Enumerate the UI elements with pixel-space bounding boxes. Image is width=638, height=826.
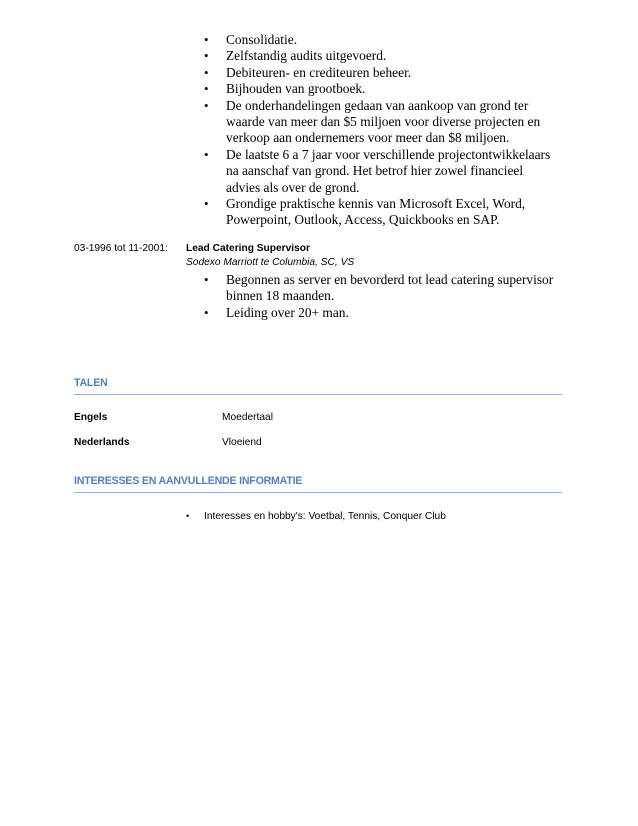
list-item: • Debiteuren- en crediteuren beheer. bbox=[204, 64, 412, 80]
list-item: • Leiding over 20+ man. bbox=[204, 304, 349, 320]
bullet-icon: • bbox=[204, 304, 209, 320]
section-divider bbox=[74, 394, 562, 395]
language-level: Moedertaal bbox=[222, 412, 273, 423]
job-bullet-list bbox=[186, 272, 556, 321]
bullet-icon: • bbox=[204, 146, 209, 162]
list-item: • Begonnen as server en bevorderd tot lead catering supervisor binnen 18 maanden. bbox=[204, 272, 554, 304]
language-name: Engels bbox=[74, 412, 108, 423]
list-item: • Zelfstandig audits uitgevoerd. bbox=[204, 48, 387, 64]
bullet-icon: • bbox=[204, 196, 209, 212]
list-item: • De onderhandelingen gedaan van aankoop van grond ter waarde van meer dan $5 miljoen voor diverse projecten en verkoop aan ondernemers voor meer dan $8 miljoen. bbox=[204, 97, 541, 146]
section-divider bbox=[74, 492, 562, 493]
language-name: Nederlands bbox=[74, 437, 130, 448]
section-heading-talen: TALEN bbox=[74, 377, 108, 389]
list-item: • Consolidatie. bbox=[204, 32, 298, 47]
bullet-icon: • bbox=[204, 272, 209, 287]
interest-text: Interesses en hobby's: Voetbal, Tennis, Conquer Club bbox=[204, 511, 446, 522]
section-heading-interesses: INTERESSES EN AANVULLENDE INFORMATIE bbox=[74, 475, 303, 487]
bullet-icon: • bbox=[204, 64, 209, 80]
job-employer: Sodexo Marriott te Columbia, SC, VS bbox=[186, 257, 355, 268]
bullet-icon: • bbox=[204, 81, 209, 97]
language-level: Vloeiend bbox=[222, 437, 262, 448]
bullet-icon: • bbox=[204, 32, 209, 47]
bullet-icon: • bbox=[186, 511, 190, 521]
list-item: • Grondige praktische kennis van Microsoft Excel, Word, Powerpoint, Outlook, Access, Quickbooks en SAP. bbox=[204, 196, 526, 228]
job-title: Lead Catering Supervisor bbox=[186, 243, 310, 254]
job-date: 03-1996 tot 11-2001: bbox=[74, 243, 168, 254]
top-bullet-list bbox=[186, 32, 556, 229]
list-item: • De laatste 6 a 7 jaar voor verschillende projectontwikkelaars na aanschaf van grond. Het betrof hier zowel financieel advies als over de grond. bbox=[204, 146, 551, 195]
bullet-icon: • bbox=[204, 97, 209, 113]
bullet-icon: • bbox=[204, 48, 209, 64]
list-item: • Bijhouden van grootboek. bbox=[204, 81, 366, 97]
